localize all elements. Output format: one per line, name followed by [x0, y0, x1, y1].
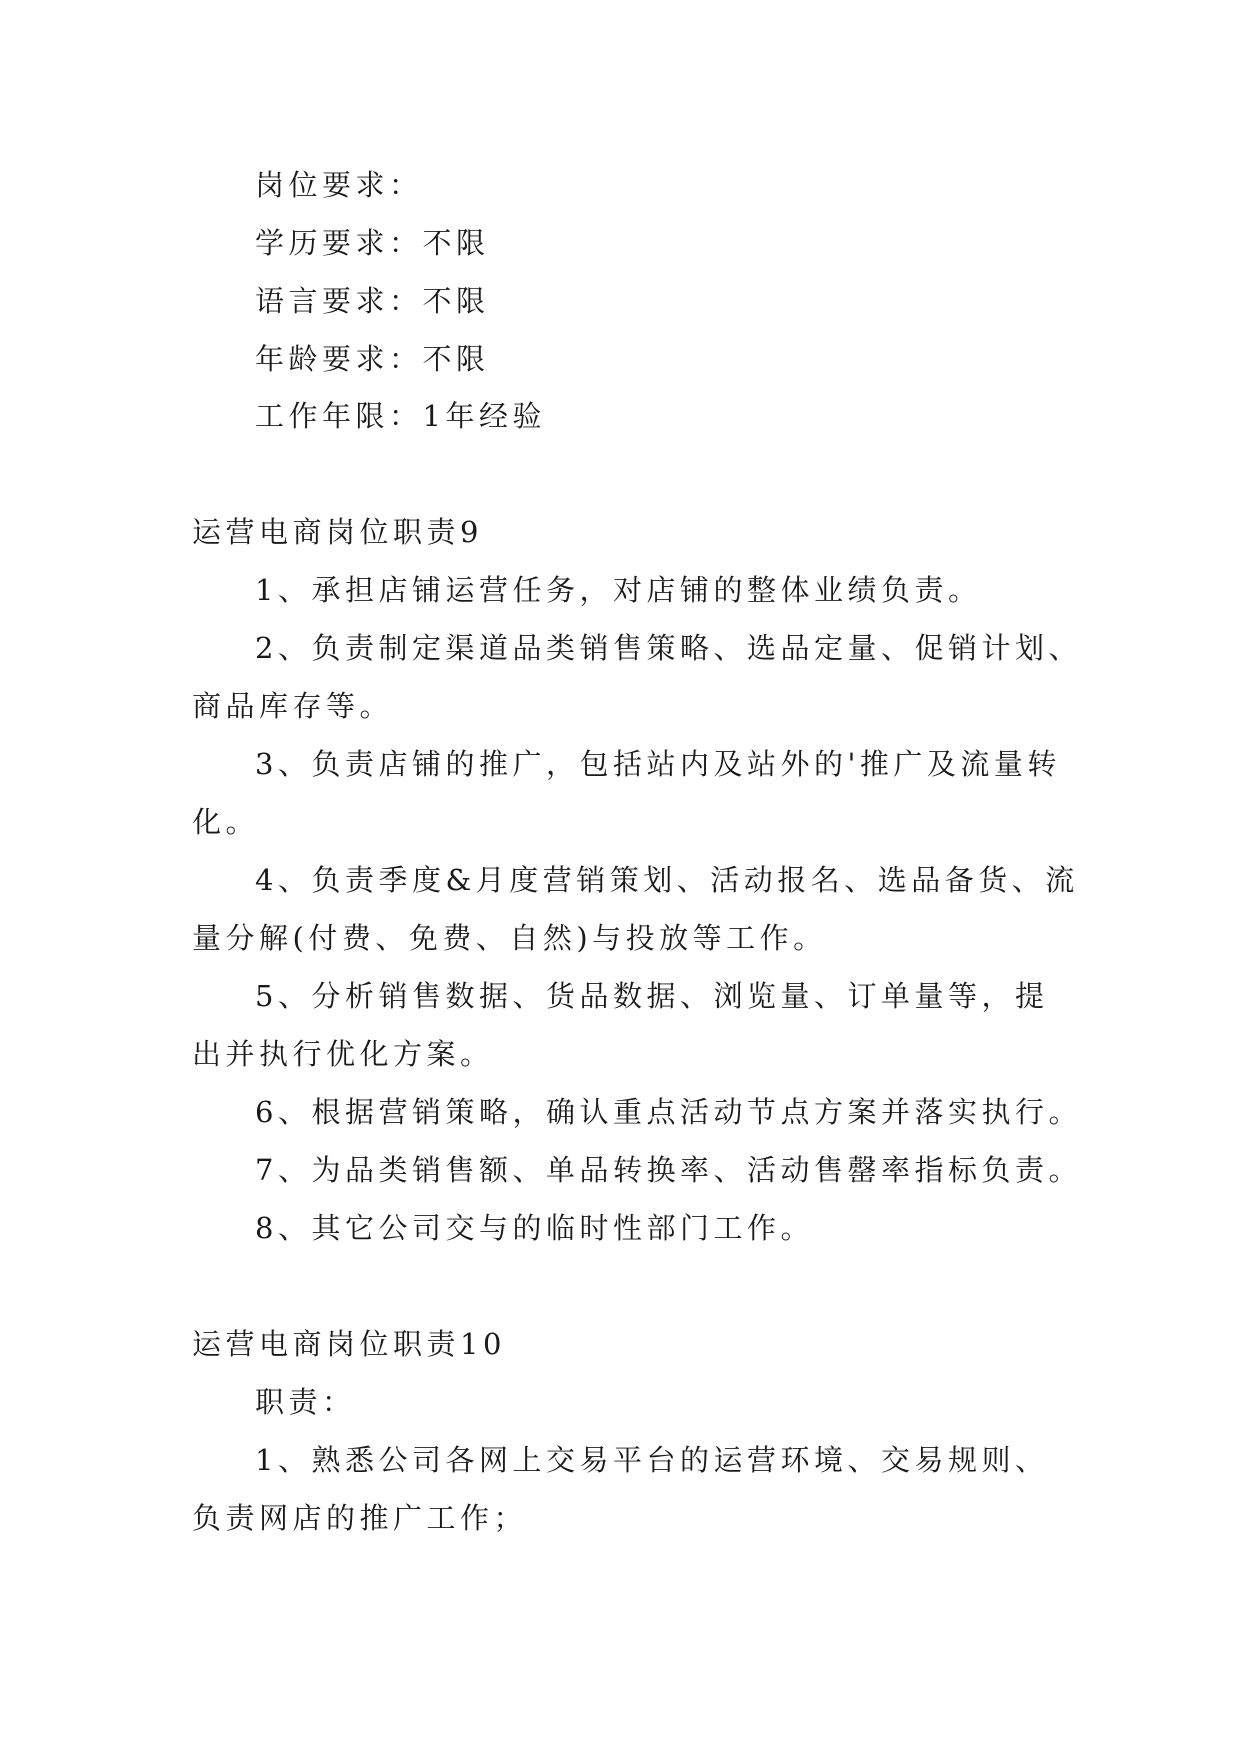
section-9-item-5-line-1: 5、分析销售数据、货品数据、浏览量、订单量等，提: [255, 979, 1049, 1013]
section-9-item-5-line-2: 出并执行优化方案。: [192, 1037, 494, 1071]
section-10-item-1-line-2: 负责网店的推广工作；: [192, 1501, 528, 1535]
language-requirement: 语言要求：不限: [255, 284, 490, 318]
section-9-item-1: 1、承担店铺运营任务，对店铺的整体业绩负责。: [255, 573, 982, 607]
section-9-item-6: 6、根据营销策略，确认重点活动节点方案并落实执行。: [255, 1095, 1082, 1129]
section-9-item-8: 8、其它公司交与的临时性部门工作。: [255, 1211, 814, 1245]
section-10-item-1-line-1: 1、熟悉公司各网上交易平台的运营环境、交易规则、: [255, 1443, 1049, 1477]
section-9-item-2-line-1: 2、负责制定渠道品类销售策略、选品定量、促销计划、: [255, 631, 1082, 665]
section-9-title: 运营电商岗位职责9: [192, 515, 483, 549]
section-9-item-3-line-2: 化。: [192, 805, 260, 839]
section-9-item-4-line-1: 4、负责季度&月度营销策划、活动报名、选品备货、流: [255, 863, 1079, 897]
experience-requirement: 工作年限：1年经验: [255, 399, 546, 433]
requirements-heading: 岗位要求：: [255, 168, 423, 202]
section-10-title: 运营电商岗位职责10: [192, 1327, 506, 1361]
age-requirement: 年龄要求：不限: [255, 342, 490, 376]
section-10-label: 职责：: [255, 1385, 356, 1419]
section-9-item-3-line-1: 3、负责店铺的推广，包括站内及站外的'推广及流量转: [255, 747, 1061, 781]
section-9-item-4-line-2: 量分解(付费、免费、自然)与投放等工作。: [192, 921, 827, 955]
section-9-item-2-line-2: 商品库存等。: [192, 689, 394, 723]
education-requirement: 学历要求：不限: [255, 226, 490, 260]
section-9-item-7: 7、为品类销售额、单品转换率、活动售罄率指标负责。: [255, 1153, 1082, 1187]
